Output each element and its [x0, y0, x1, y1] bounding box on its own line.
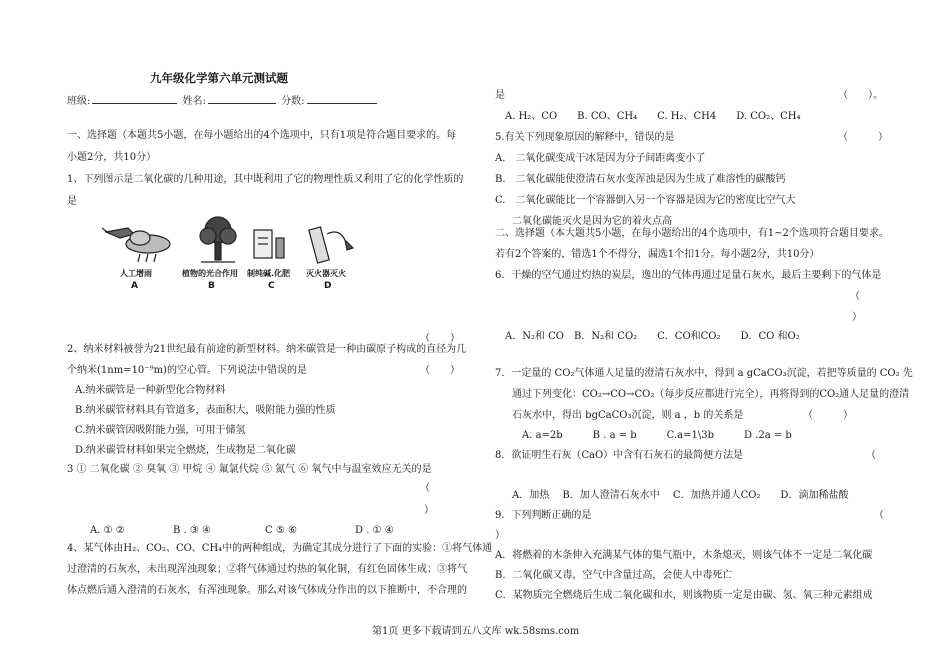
question-3-text: 3 ① 二氧化碳 ② 臭氧 ③ 甲烷 ④ 氟氯代烷 ⑤ 氮气 ⑥ 氧气中与温室效应无关的是: [67, 464, 432, 475]
question-5-option-a: A. 二氧化碳变成干冰是因为分子间距离变小了: [495, 153, 706, 164]
figure-letter-d: D: [324, 281, 332, 291]
question-4-answer-blank[interactable]: （ ）。: [838, 90, 883, 101]
question-3-option-c: C ⑤ ⑥: [265, 525, 297, 536]
plant-photosynthesis-illustration: [193, 214, 243, 266]
question-6-text: 6．干燥的空气通过灼热的炭层，逸出的气体再通过足量石灰水，最后主要剩下的气体是: [495, 270, 882, 281]
question-7-answer-blank[interactable]: （ ）: [803, 410, 853, 421]
question-9-option-b: B．二氧化碳又毒，空气中含量过高，会使人中毒死亡: [495, 570, 733, 581]
question-1-text: 1、下列图示是二氧化碳的几种用途，其中既利用了它的物理性质又利用了它的化学性质的: [67, 174, 464, 185]
question-1-answer-blank[interactable]: （ ）: [420, 333, 460, 344]
fire-extinguisher-illustration: [305, 222, 357, 266]
question-5-option-b: B. 二氧化碳能使澄清石灰水变浑浊是因为生成了难溶性的碳酸钙: [495, 174, 786, 185]
question-6-bracket-close[interactable]: ）: [852, 312, 862, 323]
caption-a: 人工增雨: [120, 269, 152, 278]
question-5-text: 5.有关下列现象原因的解释中，错误的是: [495, 132, 675, 143]
caption-c: 制纯碱.化肥: [247, 269, 291, 278]
page-footer: 第1页 更多下载请到五八文库 wk.58sms.com: [372, 626, 580, 637]
score-blank[interactable]: [307, 94, 377, 104]
caption-b: 植物的光合作用: [182, 269, 238, 278]
question-3-bracket-open[interactable]: （: [420, 483, 430, 494]
soda-fertilizer-illustration: [250, 224, 290, 264]
question-9-option-a: A．将燃着的木条伸入充满某气体的集气瓶中，木条熄灭，则该气体不一定是二氧化碳: [495, 550, 873, 561]
question-4-text-cont1: 过澄清的石灰水，未出现浑浊现象；②将气体通过灼热的氧化铜，有红色固体生成；③将气: [67, 564, 467, 575]
question-7-text-cont1: 通过下列变化：CO₂→CO→CO₂（每步反应都进行完全），再将得到的CO₂通人足量的澄清: [512, 389, 910, 400]
question-7-text-cont2: 石灰水中，得出 bgCaCO₃沉淀，则 a ，b 的关系是: [512, 410, 744, 421]
question-2-text: 2、纳米材料被誉为21世纪最有前途的新型材料。纳米碳管是一种由碳原子构成的直径为几: [67, 344, 467, 355]
figure-letter-c: C: [268, 281, 275, 291]
question-3-option-b: B . ③ ④: [173, 525, 211, 536]
student-info-row: [67, 94, 379, 108]
question-9-bracket-open[interactable]: （: [874, 510, 884, 521]
question-9-bracket-close[interactable]: ）: [495, 530, 505, 541]
question-3-option-d: D . ① ④: [355, 525, 394, 536]
class-blank[interactable]: [92, 94, 177, 104]
question-8-options: A．加热 B．加人澄清石灰水中 C．加热并通人CO₂ D．滴加稀盐酸: [512, 490, 849, 501]
question-8-text: 8．欲证明生石灰（CaO）中含有石灰石的最简便方法是: [495, 450, 744, 461]
name-label: 姓名:: [182, 96, 206, 107]
question-2-option-d: D.纳米碳管材料如果完全燃烧，生成物是二氧化碳: [75, 445, 296, 456]
question-4-options: A. H₂、CO B. CO、CH₄ C. H₂、CH4 D. CO₂、CH₄: [505, 111, 801, 122]
question-2-option-a: A.纳米碳管是一种新型化合物材料: [75, 385, 226, 396]
name-blank[interactable]: [208, 94, 276, 104]
question-5-answer-blank[interactable]: （ ）: [838, 132, 888, 143]
page-title: 九年级化学第六单元测试题: [150, 71, 288, 85]
section-one-heading: 一、选择题（本题共5小题，在每小题给出的4个选项中，只有1项是符合题目要求的。每: [67, 130, 457, 141]
question-4-text: 4、某气体由H₂、CO₂、CO、CH₄中的两种组成，为确定其成分进行了下面的实验：①将气体通: [67, 543, 493, 554]
class-label: 班级:: [67, 96, 91, 107]
figure-letter-a: A: [131, 281, 138, 291]
question-1-text-cont: 是: [67, 196, 77, 207]
question-3-option-a: A. ① ②: [90, 525, 125, 536]
question-3-bracket-close[interactable]: ）: [424, 505, 434, 516]
question-4-text-cont2: 体点燃后通入澄清的石灰水，有浑浊现象。那么对该气体成分作出的以下推断中，不合理的: [67, 585, 467, 596]
question-5-option-c: C. 二氧化碳能比一个容器倒入另一个容器是因为它的密度比空气大: [495, 195, 796, 206]
question-2-text-cont: 个纳米(1nm=10⁻⁹m)的空心管。下列说法中错误的是: [67, 365, 307, 376]
score-label: 分数:: [281, 96, 305, 107]
question-6-options: A．N₂和 CO B．N₂和 CO₂ C．CO和CO₂ D．CO 和O₂: [505, 331, 800, 342]
section-two-heading: 二、选择题（本大题共5小题，在每小题给出的4个选项中，有1~2个选项符合题目要求。: [495, 228, 889, 239]
figure-letter-b: B: [208, 281, 215, 291]
question-7-text: 7．一定量的 CO₂气体通人足量的澄清石灰水中，得到 a gCaCO₃沉淀，若把等质量的 CO₂ 先: [495, 368, 913, 379]
question-5-option-d: 二氧化碳能灭火是因为它的着火点高: [512, 216, 672, 227]
section-two-heading-cont: 若有2个答案的，错选1个不得分，漏选1个扣1分。每小题2分，共10分）: [495, 249, 820, 260]
question-6-bracket-open[interactable]: （: [850, 291, 860, 302]
cloud-seeding-illustration: [100, 220, 180, 264]
question-2-option-c: C.纳米碳管因吸附能力强，可用于储氢: [75, 425, 246, 436]
section-one-heading-cont: 小题2分，共10分）: [67, 152, 157, 163]
question-7-options: A. a=2b B . a = b C.a=1\3b D .2a = b: [522, 430, 792, 441]
question-8-bracket-open[interactable]: （: [866, 450, 876, 461]
question-2-answer-blank[interactable]: （ ）: [420, 365, 460, 376]
question-9-option-c: C．某物质完全燃烧后生成二氧化碳和水，则该物质一定是由碳、氢、氧三种元素组成: [495, 590, 873, 601]
question-4-text-cont3: 是: [495, 90, 505, 101]
question-2-option-b: B.纳米碳管材料具有管道多，表面积大，吸附能力强的性质: [75, 405, 336, 416]
caption-d: 灭火器灭火: [306, 269, 346, 278]
question-9-text: 9．下列判断正确的是: [495, 510, 592, 521]
